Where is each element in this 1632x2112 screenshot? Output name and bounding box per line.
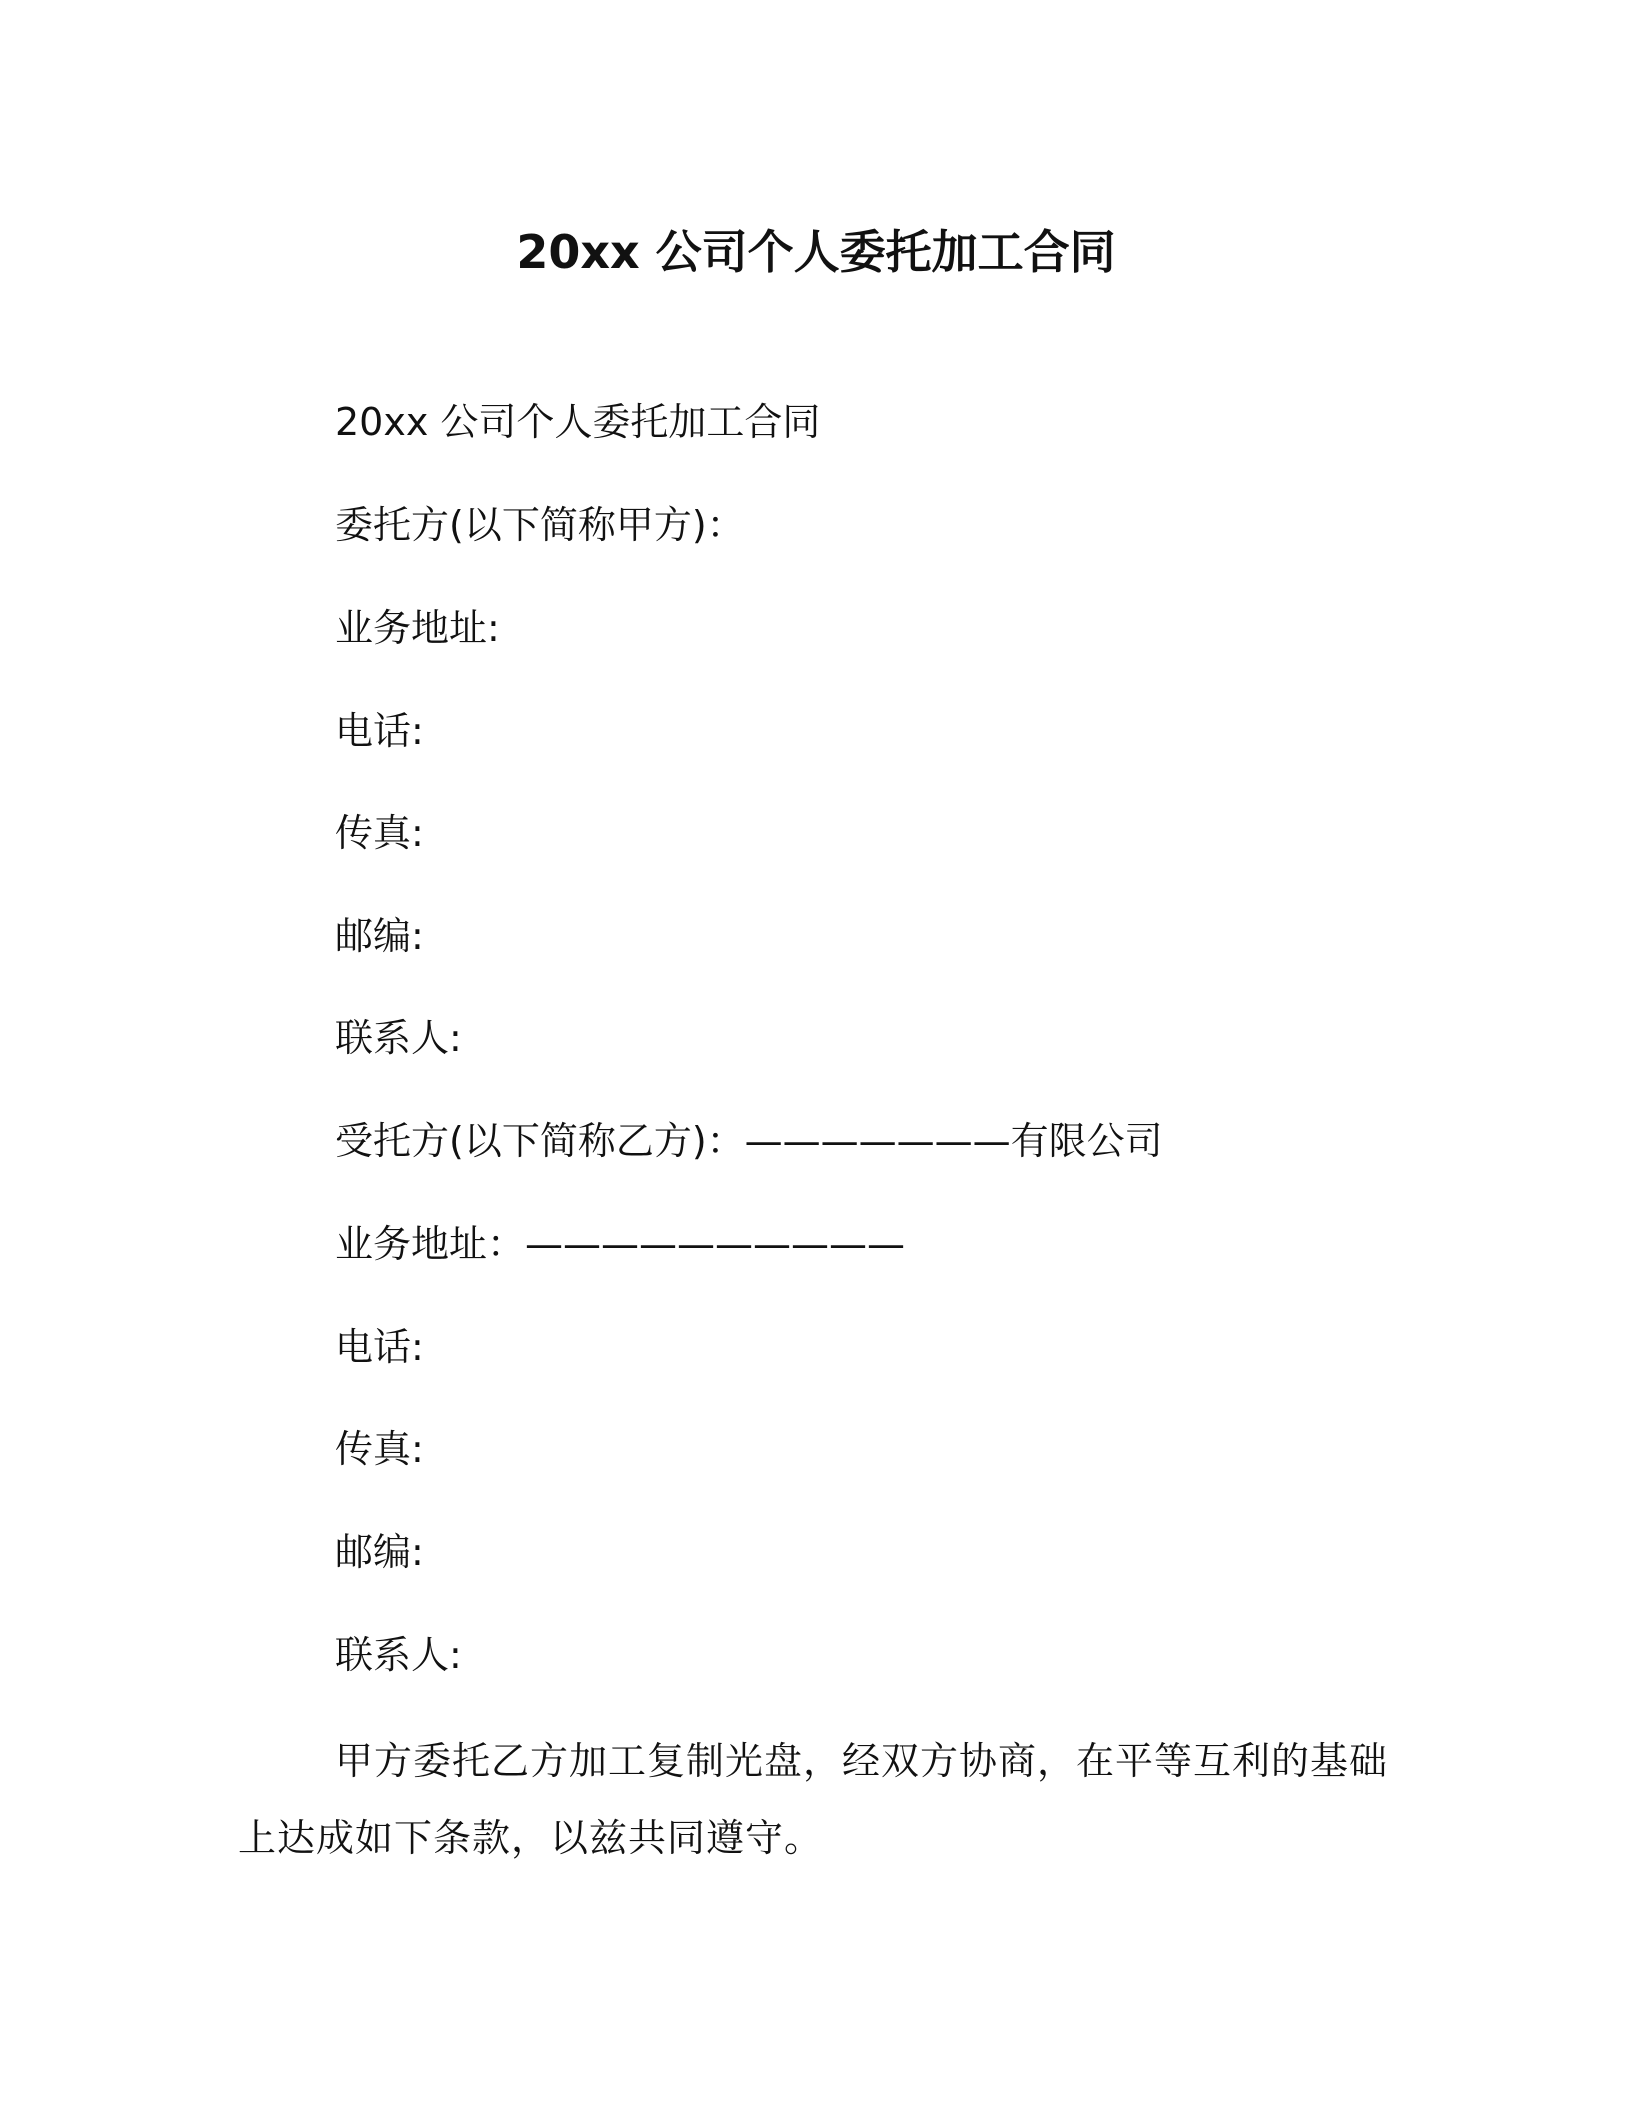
party-b-fax-label: 传真: bbox=[335, 1427, 424, 1471]
party-b-postcode-label: 邮编: bbox=[335, 1530, 424, 1574]
party-a-address-label: 业务地址: bbox=[335, 606, 500, 650]
body-paragraph: 甲方委托乙方加工复制光盘，经双方协商，在平等互利的基础上达成如下条款，以兹共同遵守。 bbox=[238, 1739, 1389, 1860]
party-a-heading: 委托方(以下简称甲方)： bbox=[335, 503, 745, 547]
party-a-postcode-label: 邮编: bbox=[335, 914, 424, 958]
party-b-contact-label: 联系人: bbox=[335, 1633, 462, 1677]
document-title: 20xx 公司个人委托加工合同 bbox=[516, 225, 1116, 279]
party-b-address-label: 业务地址：—————————— bbox=[335, 1222, 906, 1266]
party-a-phone-label: 电话: bbox=[335, 709, 424, 753]
party-b-heading: 受托方(以下简称乙方)：———————有限公司 bbox=[335, 1119, 1163, 1163]
document-subtitle: 20xx 公司个人委托加工合同 bbox=[335, 400, 821, 444]
party-a-contact-label: 联系人: bbox=[335, 1016, 462, 1060]
party-b-phone-label: 电话: bbox=[335, 1325, 424, 1369]
party-a-fax-label: 传真: bbox=[335, 811, 424, 855]
